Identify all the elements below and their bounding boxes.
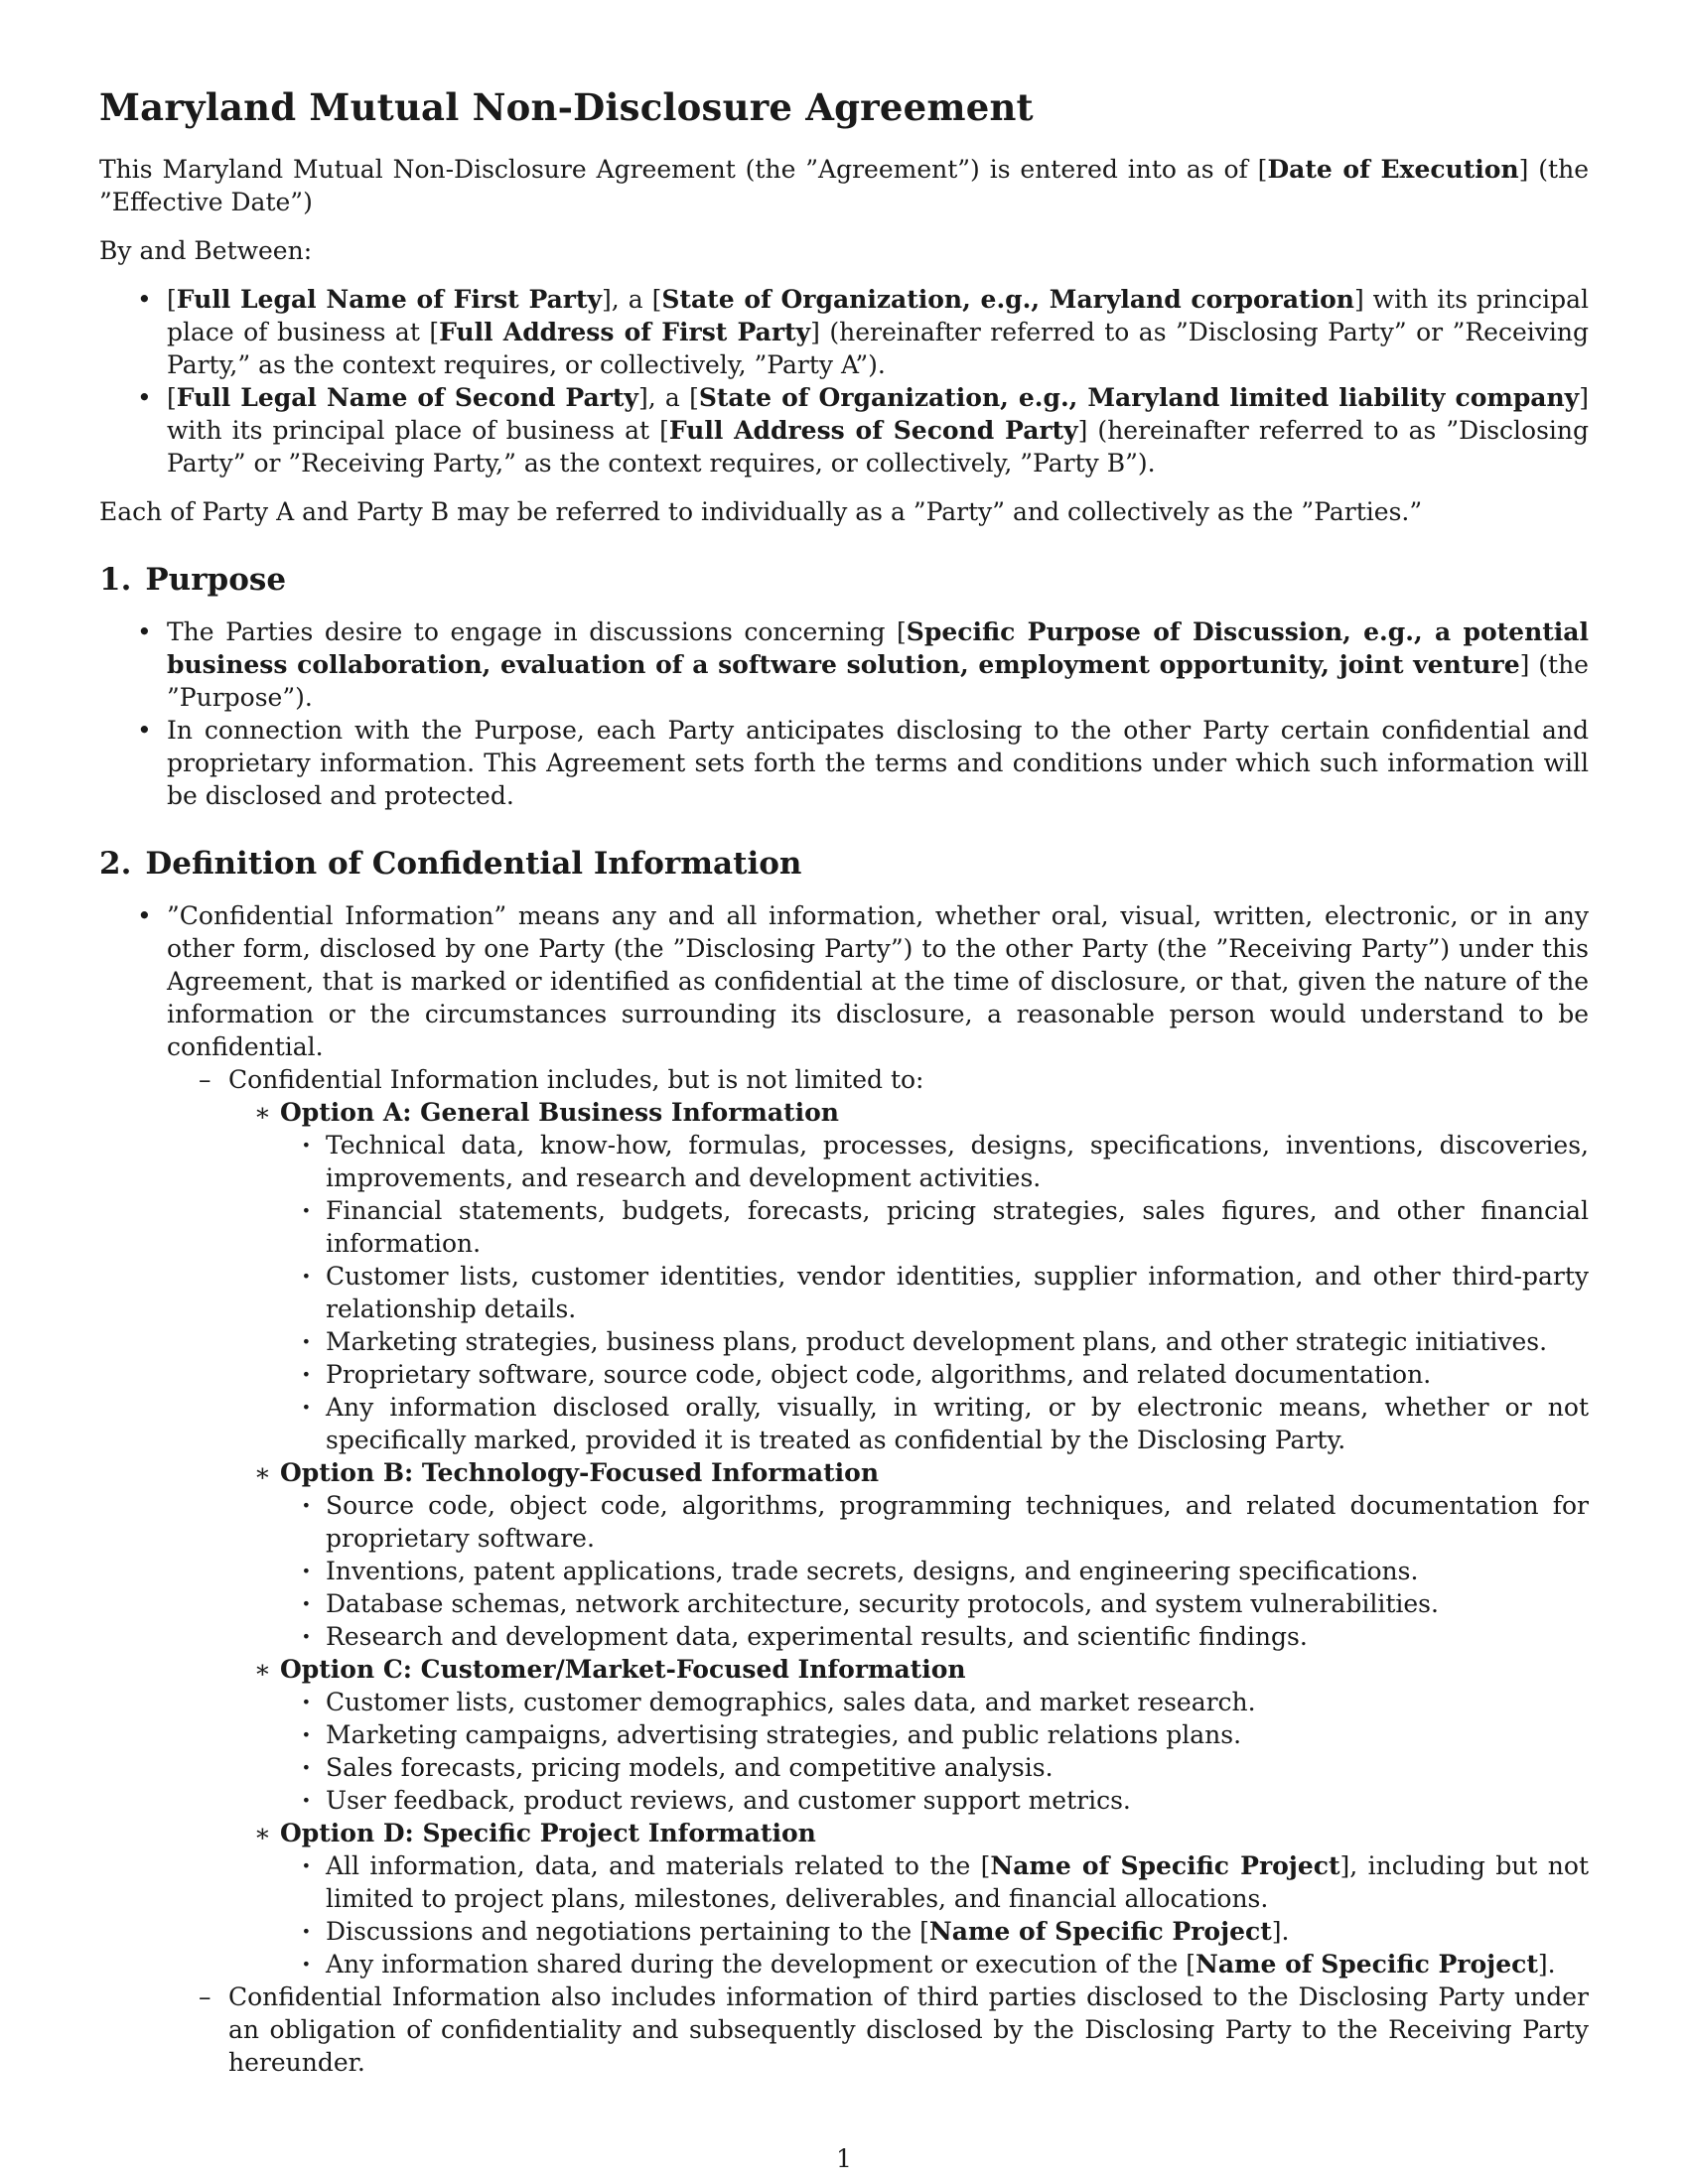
- party-a-item: • [Full Legal Name of First Party], a [State of Organization, e.g., Maryland corporation] with its principal place of business at [Full Address of First Party] (hereinafter referred to as ”Disclosing Party” or ”Receiving Party,” as the context requires, or collectively, ”Party A”).: [99, 283, 1589, 381]
- parties-list: [99, 283, 1589, 479]
- list-item: · Research and development data, experimental results, and scientific findings.: [280, 1620, 1589, 1653]
- list-item: · Technical data, know-how, formulas, processes, designs, specifications, inventions, discoveries, improvements, and research and development activities.: [280, 1129, 1589, 1194]
- includes-item: – Confidential Information includes, but is not limited to: ∗ Option A: General Business Information · Technical data, know-how, formulas, processes, designs, specifications, inventions, discoveries, improvements, and research and development activities. · Financial statements, budgets, forecasts, pricing strategies, sales figures, and other financial information. · Customer lists, customer identities, vendor identities, supplier information, and other third-party relationship details. · Marketing strategies, business plans, product development plans, and other strategic initiatives. · Proprietary software, source code, object code, algorithms, and related documentation. · Any information disclosed orally, visually, in writing, or by electronic means, whether or not specifically marked, provided it is treated as confidential by the Disclosing Party. ∗ Option B: Technology-Focused Information · Source code, object code, algorithms, programming techniques, and related documentation for proprietary software. · Inventions, patent applications, trade secrets, designs, and engineering specifications. · Database schemas, network architecture, security protocols, and system vulnerabilities. · Research and development data, experimental results, and scientific findings. ∗ Option C: Customer/Market-Focused Information · Customer lists, customer demographics, sales data, and market research. · Marketing campaigns, advertising strategies, and public relations plans. · Sales forecasts, pricing models, and competitive analysis. · User feedback, product reviews, and customer support metrics. ∗ Option D: Specific Project Information · All information, data, and materials related to the [Name of Specific Project], including but not limited to project plans, milestones, deliverables, and financial allocations. · Discussions and negotiations pertaining to the [Name of Specific Project]. · Any information shared during the development or execution of the [Name of Specific Project].: [167, 1063, 1589, 1980]
- list-item: · Marketing strategies, business plans, product development plans, and other strategic initiatives.: [280, 1325, 1589, 1358]
- document-page: [99, 85, 1589, 2095]
- option-d: [228, 1817, 1589, 1980]
- list-item: · All information, data, and materials related to the [Name of Specific Project], including but not limited to project plans, milestones, deliverables, and financial allocations.: [280, 1849, 1589, 1915]
- section-1-heading: 1. Purpose: [99, 562, 287, 598]
- page-number: 1: [836, 2144, 852, 2173]
- list-item: · Customer lists, customer demographics, sales data, and market research.: [280, 1686, 1589, 1718]
- list-item: · Marketing campaigns, advertising strategies, and public relations plans.: [280, 1718, 1589, 1751]
- list-item: · Proprietary software, source code, object code, algorithms, and related documentation.: [280, 1358, 1589, 1391]
- parties-note: Each of Party A and Party B may be referred to individually as a ”Party” and collectively as the ”Parties.”: [99, 497, 1423, 526]
- list-item: · Any information shared during the development or execution of the [Name of Specific Project].: [280, 1948, 1589, 1980]
- definition-item: • ”Confidential Information” means any and all information, whether oral, visual, written, electronic, or in any other form, disclosed by one Party (the ”Disclosing Party”) to the other Party (the ”Receiving Party”) under this Agreement, that is marked or identified as confidential at the time of disclosure, or that, given the nature of the information or the circumstances surrounding its disclosure, a reasonable person would understand to be confidential. – Confidential Information includes, but is not limited to: ∗ Option A: General Business Information · Technical data, know-how, formulas, processes, designs, specifications, inventions, discoveries, improvements, and research and development activities. · Financial statements, budgets, forecasts, pricing strategies, sales figures, and other financial information. · Customer lists, customer identities, vendor identities, supplier information, and other third-party relationship details. · Marketing strategies, business plans, product development plans, and other strategic initiatives. · Proprietary software, source code, object code, algorithms, and related documentation. · Any information disclosed orally, visually, in writing, or by electronic means, whether or not specifically marked, provided it is treated as confidential by the Disclosing Party. ∗ Option B: Technology-Focused Information · Source code, object code, algorithms, programming techniques, and related documentation for proprietary software. · Inventions, patent applications, trade secrets, designs, and engineering specifications. · Database schemas, network architecture, security protocols, and system vulnerabilities. · Research and development data, experimental results, and scientific findings. ∗ Option C: Customer/Market-Focused Information · Customer lists, customer demographics, sales data, and market research. · Marketing campaigns, advertising strategies, and public relations plans. · Sales forecasts, pricing models, and competitive analysis. · User feedback, product reviews, and customer support metrics. ∗ Option D: Specific Project Information · All information, data, and materials related to the [Name of Specific Project], including but not limited to project plans, milestones, deliverables, and financial allocations. · Discussions and negotiations pertaining to the [Name of Specific Project]. · Any information shared during the development or execution of the [Name of Specific Project]. – Confidential Information also includes information of third parties disclosed to the Disclosing Party under an obligation of confidentiality and subsequently disclosed by the Disclosing Party to the Receiving Party hereunder.: [99, 899, 1589, 2079]
- section-2-heading: 2. Definition of Confidential Information: [99, 846, 802, 882]
- option-c: [228, 1653, 1589, 1817]
- option-a-title: Option A: General Business Information: [280, 1098, 839, 1127]
- third-party-item: – Confidential Information also includes information of third parties disclosed to the Disclosing Party under an obligation of confidentiality and subsequently disclosed by the Disclosing Party to the Receiving Party hereunder.: [167, 1980, 1589, 2079]
- options-list: [228, 1096, 1589, 1980]
- document-title: Maryland Mutual Non-Disclosure Agreement: [99, 85, 1034, 129]
- list-item: · Discussions and negotiations pertaining to the [Name of Specific Project].: [280, 1915, 1589, 1948]
- purpose-item: • In connection with the Purpose, each Party anticipates disclosing to the other Party certain confidential and proprietary information. This Agreement sets forth the terms and conditions under which such information will be disclosed and protected.: [99, 714, 1589, 812]
- placeholder-date: Date of Execution: [1267, 155, 1519, 184]
- party-b-item: • [Full Legal Name of Second Party], a [State of Organization, e.g., Maryland limited liability company] with its principal place of business at [Full Address of Second Party] (hereinafter referred to as ”Disclosing Party” or ”Receiving Party,” as the context requires, or collectively, ”Party B”).: [99, 381, 1589, 479]
- definition-sublist: [167, 1063, 1589, 2079]
- list-item: · Financial statements, budgets, forecasts, pricing strategies, sales figures, and other financial information.: [280, 1194, 1589, 1260]
- list-item: · User feedback, product reviews, and customer support metrics.: [280, 1784, 1589, 1817]
- option-b-title: Option B: Technology-Focused Information: [280, 1458, 880, 1487]
- option-b: [228, 1456, 1589, 1653]
- option-d-title: Option D: Specific Project Information: [280, 1819, 816, 1847]
- option-c-title: Option C: Customer/Market-Focused Information: [280, 1655, 966, 1684]
- purpose-list: [99, 615, 1589, 812]
- list-item: · Customer lists, customer identities, vendor identities, supplier information, and other third-party relationship details.: [280, 1260, 1589, 1325]
- list-item: · Any information disclosed orally, visually, in writing, or by electronic means, whether or not specifically marked, provided it is treated as confidential by the Disclosing Party.: [280, 1391, 1589, 1456]
- list-item: · Sales forecasts, pricing models, and competitive analysis.: [280, 1751, 1589, 1784]
- list-item: · Database schemas, network architecture, security protocols, and system vulnerabilities.: [280, 1587, 1589, 1620]
- definition-list: [99, 899, 1589, 2079]
- purpose-item: • The Parties desire to engage in discussions concerning [Specific Purpose of Discussion, e.g., a potential business collaboration, evaluation of a software solution, employment opportunity, joint venture] (the ”Purpose”).: [99, 615, 1589, 714]
- list-item: · Source code, object code, algorithms, programming techniques, and related documentation for proprietary software.: [280, 1489, 1589, 1555]
- by-between-label: By and Between:: [99, 236, 313, 265]
- option-a: [228, 1096, 1589, 1456]
- intro-paragraph: This Maryland Mutual Non-Disclosure Agreement (the ”Agreement”) is entered into as of [Date of Execution] (the ”Effective Date”): [99, 155, 1589, 216]
- list-item: · Inventions, patent applications, trade secrets, designs, and engineering specifications.: [280, 1555, 1589, 1587]
